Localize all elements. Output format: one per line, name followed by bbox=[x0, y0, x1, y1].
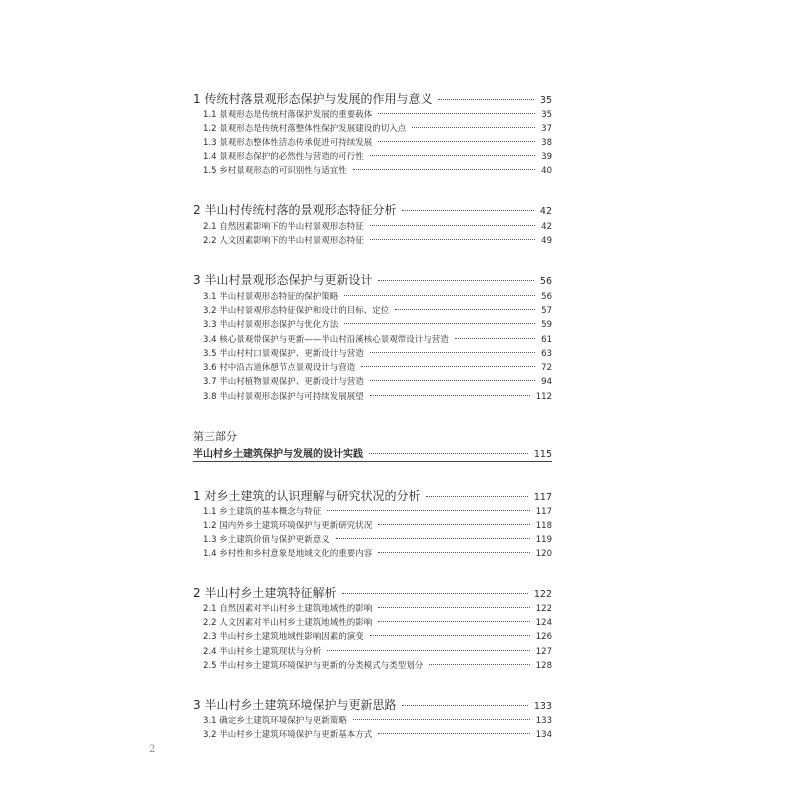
toc-page-number: 124 bbox=[535, 618, 552, 628]
dot-leader bbox=[370, 352, 535, 353]
toc-page-number: 59 bbox=[541, 320, 552, 330]
dot-leader bbox=[378, 280, 533, 281]
toc-page-number: 49 bbox=[541, 236, 552, 246]
toc-page-number: 118 bbox=[535, 521, 552, 531]
toc-page-number: 38 bbox=[541, 138, 552, 148]
toc-item-title: 1.2 国内外乡土建筑环境保护与更新研究状况 bbox=[203, 521, 373, 531]
dot-leader bbox=[336, 538, 530, 539]
toc-item-title: 3.6 村中沿古道休憩节点景观设计与营造 bbox=[203, 363, 356, 373]
toc-item-entry[interactable] bbox=[203, 347, 552, 359]
toc-item-title: 2.1 自然因素影响下的半山村景观形态特征 bbox=[203, 222, 364, 232]
toc-item-title: 2.2 人文因素对半山村乡土建筑地域性的影响 bbox=[203, 618, 373, 628]
toc-section-entry[interactable] bbox=[193, 90, 552, 106]
dot-leader bbox=[327, 650, 530, 651]
toc-item-entry[interactable] bbox=[203, 645, 552, 657]
toc-item-title: 2.4 半山村乡土建筑现状与分析 bbox=[203, 647, 322, 657]
toc-item-title: 3.4 核心景观带保护与更新——半山村沿溪核心景观带设计与营造 bbox=[203, 335, 449, 345]
toc-page-number: 56 bbox=[541, 292, 552, 302]
toc-item-title: 3.5 半山村村口景观保护、更新设计与营造 bbox=[203, 349, 364, 359]
toc-section-entry[interactable] bbox=[193, 201, 552, 217]
part-title: 半山村乡土建筑保护与发展的设计实践 bbox=[193, 449, 363, 460]
toc-page-number: 120 bbox=[535, 549, 552, 559]
toc-item-entry[interactable] bbox=[203, 333, 552, 345]
toc-item-title: 1.5 乡村景观形态的可识别性与适宜性 bbox=[203, 166, 347, 176]
dot-leader bbox=[378, 141, 535, 142]
toc-page-number: 94 bbox=[541, 377, 552, 387]
toc-item-title: 3.3 半山村景观形态保护与优化方法 bbox=[203, 320, 339, 330]
toc-page-number: 72 bbox=[541, 363, 552, 373]
toc-item-title: 3.2 半山村乡土建筑环境保护与更新基本方式 bbox=[203, 730, 373, 740]
dot-leader bbox=[370, 380, 535, 381]
toc-page-number: 112 bbox=[535, 392, 552, 402]
dot-leader bbox=[370, 225, 535, 226]
dot-leader bbox=[369, 453, 528, 454]
dot-leader bbox=[402, 210, 533, 211]
dot-leader bbox=[353, 719, 530, 720]
toc-page-number: 126 bbox=[535, 632, 552, 642]
toc-section-entry[interactable] bbox=[193, 696, 552, 712]
dot-leader bbox=[353, 169, 535, 170]
dot-leader bbox=[370, 155, 535, 156]
toc-item-entry[interactable] bbox=[203, 375, 552, 387]
toc-item-entry[interactable] bbox=[203, 659, 552, 671]
dot-leader bbox=[378, 524, 530, 525]
toc-item-title: 2.1 自然因素对半山村乡土建筑地域性的影响 bbox=[203, 604, 373, 614]
dot-leader bbox=[378, 733, 530, 734]
toc-item-title: 2.5 半山村乡土建筑环境保护与更新的分类模式与类型划分 bbox=[203, 661, 424, 671]
toc-section-title: 2 半山村乡土建筑特征解析 bbox=[193, 586, 337, 600]
toc-page-number: 134 bbox=[535, 730, 552, 740]
toc-item-entry[interactable] bbox=[203, 304, 552, 316]
toc-item-title: 2.2 人文因素影响下的半山村景观形态特征 bbox=[203, 236, 364, 246]
toc-item-entry[interactable] bbox=[203, 290, 552, 302]
toc-item-entry[interactable] bbox=[203, 630, 552, 642]
dot-leader bbox=[455, 338, 535, 339]
dot-leader bbox=[378, 113, 535, 114]
toc-item-entry[interactable] bbox=[203, 602, 552, 614]
toc-item-entry[interactable] bbox=[203, 361, 552, 373]
toc-page-number: 63 bbox=[541, 349, 552, 359]
toc-section-entry[interactable] bbox=[193, 584, 552, 600]
dot-leader bbox=[429, 664, 530, 665]
dot-leader bbox=[402, 705, 527, 706]
dot-leader bbox=[342, 593, 527, 594]
toc-page-number: 61 bbox=[541, 335, 552, 345]
toc-page-number: 56 bbox=[539, 276, 552, 287]
toc-item-title: 1.3 景观形态整体性活态传承促进可持续发展 bbox=[203, 138, 373, 148]
toc-page-number: 128 bbox=[535, 661, 552, 671]
dot-leader bbox=[378, 621, 530, 622]
part-divider bbox=[193, 461, 552, 462]
toc-section-entry[interactable] bbox=[193, 271, 552, 287]
toc-item-entry[interactable] bbox=[203, 318, 552, 330]
toc-page-number: 40 bbox=[541, 166, 552, 176]
toc-item-entry[interactable] bbox=[203, 234, 552, 246]
toc-item-title: 1.4 景观形态保护的必然性与营造的可行性 bbox=[203, 152, 364, 162]
toc-page-number: 117 bbox=[533, 492, 552, 503]
toc-item-title: 1.1 景观形态是传统村落保护发展的重要载体 bbox=[203, 110, 373, 120]
toc-item-entry[interactable] bbox=[203, 505, 552, 517]
dot-leader bbox=[395, 309, 535, 310]
toc-page-number: 42 bbox=[539, 206, 552, 217]
toc-page-number: 127 bbox=[535, 647, 552, 657]
toc-page-number: 133 bbox=[533, 701, 552, 712]
toc-item-title: 2.3 半山村乡土建筑地域性影响因素的演变 bbox=[203, 632, 364, 642]
toc-item-entry[interactable] bbox=[203, 519, 552, 531]
toc-item-title: 1.2 景观形态是传统村落整体性保护发展建设的切入点 bbox=[203, 124, 407, 134]
toc-item-title: 3.1 半山村景观形态特征的保护策略 bbox=[203, 292, 339, 302]
toc-item-entry[interactable] bbox=[203, 390, 552, 402]
toc-item-entry[interactable] bbox=[203, 714, 552, 726]
toc-item-entry[interactable] bbox=[203, 136, 552, 148]
toc-item-entry[interactable] bbox=[203, 150, 552, 162]
toc-page-number: 39 bbox=[541, 152, 552, 162]
toc-item-title: 3.2 半山村景观形态特征保护和设计的目标、定位 bbox=[203, 306, 390, 316]
dot-leader bbox=[378, 552, 530, 553]
dot-leader bbox=[361, 366, 535, 367]
dot-leader bbox=[370, 635, 530, 636]
toc-item-entry[interactable] bbox=[203, 108, 552, 120]
dot-leader bbox=[344, 323, 535, 324]
toc-page-number: 115 bbox=[533, 449, 552, 460]
toc-item-entry[interactable] bbox=[203, 122, 552, 134]
toc-page-number: 122 bbox=[533, 589, 552, 600]
toc-item-entry[interactable] bbox=[203, 547, 552, 559]
toc-item-entry[interactable] bbox=[203, 164, 552, 176]
toc-section-entry[interactable] bbox=[193, 487, 552, 503]
toc-page-number: 122 bbox=[535, 604, 552, 614]
toc-item-entry[interactable] bbox=[203, 616, 552, 628]
toc-section-title: 3 半山村景观形态保护与更新设计 bbox=[193, 273, 373, 287]
part-label: 第三部分 bbox=[193, 430, 237, 443]
toc-item-entry[interactable] bbox=[203, 533, 552, 545]
toc-page-number: 37 bbox=[541, 124, 552, 134]
toc-section-title: 3 半山村乡土建筑环境保护与更新思路 bbox=[193, 698, 397, 712]
toc-section-title: 2 半山村传统村落的景观形态特征分析 bbox=[193, 203, 397, 217]
dot-leader bbox=[370, 395, 530, 396]
toc-item-title: 1.4 乡村性和乡村意象是地域文化的重要内容 bbox=[203, 549, 373, 559]
page-number: 2 bbox=[149, 744, 156, 755]
toc-page-number: 57 bbox=[541, 306, 552, 316]
dot-leader bbox=[370, 239, 535, 240]
toc-item-title: 1.3 乡土建筑价值与保护更新意义 bbox=[203, 535, 330, 545]
dot-leader bbox=[378, 607, 530, 608]
toc-item-title: 1.1 乡土建筑的基本概念与特征 bbox=[203, 507, 322, 517]
toc-section-title: 1 对乡土建筑的认识理解与研究状况的分析 bbox=[193, 489, 421, 503]
toc-item-entry[interactable] bbox=[203, 728, 552, 740]
dot-leader bbox=[344, 295, 535, 296]
part-title-entry[interactable] bbox=[193, 445, 552, 461]
toc-page-number: 42 bbox=[541, 222, 552, 232]
toc-page-number: 117 bbox=[535, 507, 552, 517]
dot-leader bbox=[438, 99, 533, 100]
dot-leader bbox=[327, 510, 530, 511]
toc-item-title: 3.7 半山村植物景观保护、更新设计与营造 bbox=[203, 377, 364, 387]
dot-leader bbox=[426, 496, 527, 497]
toc-item-entry[interactable] bbox=[203, 220, 552, 232]
toc-page-number: 35 bbox=[541, 110, 552, 120]
toc-page-number: 35 bbox=[539, 95, 552, 106]
dot-leader bbox=[412, 127, 535, 128]
toc-page-number: 119 bbox=[535, 535, 552, 545]
toc-item-title: 3.8 半山村景观形态保护与可持续发展展望 bbox=[203, 392, 364, 402]
toc-page-number: 133 bbox=[535, 716, 552, 726]
toc-item-title: 3.1 确定乡土建筑环境保护与更新策略 bbox=[203, 716, 347, 726]
toc-section-title: 1 传统村落景观形态保护与发展的作用与意义 bbox=[193, 92, 433, 106]
